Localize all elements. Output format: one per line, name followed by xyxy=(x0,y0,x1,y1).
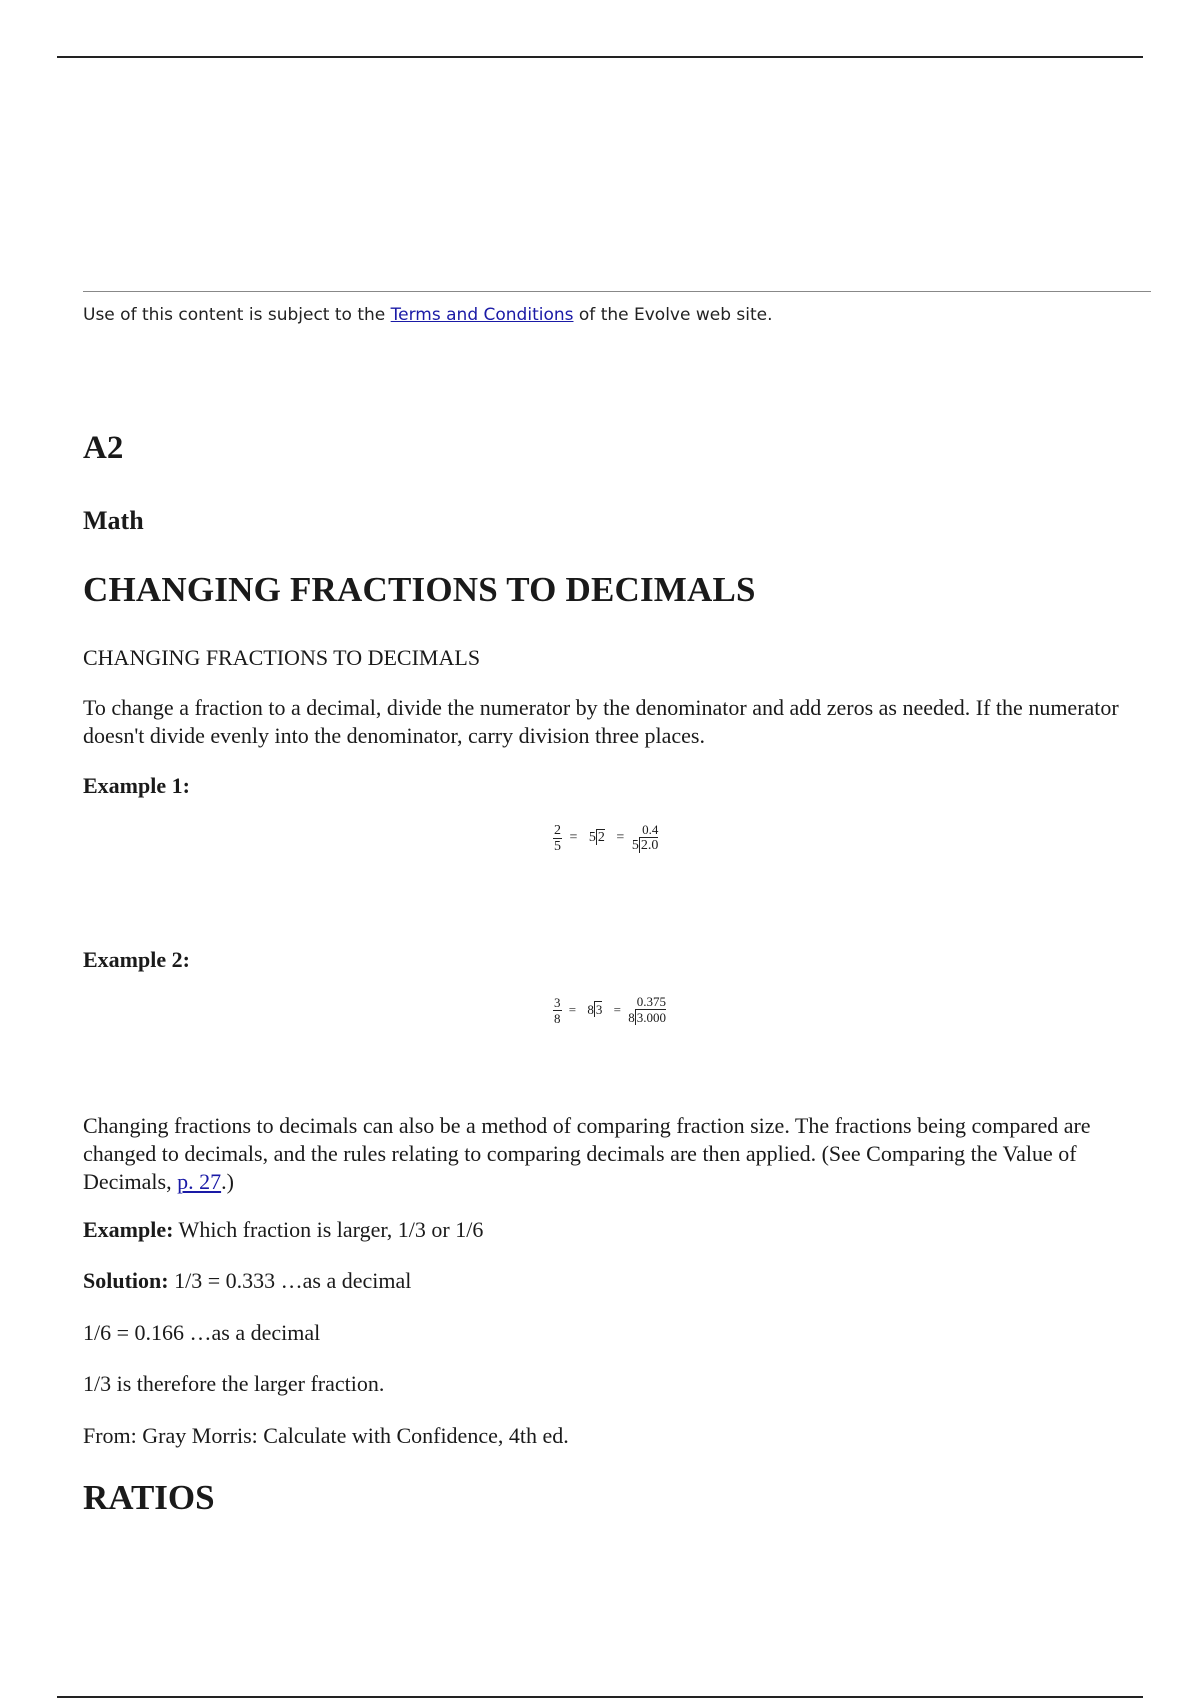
denominator: 5 xyxy=(554,838,561,854)
main-heading: CHANGING FRACTIONS TO DECIMALS xyxy=(83,570,756,609)
solution-line-2: 1/6 = 0.166 …as a decimal xyxy=(83,1320,321,1345)
example-2-label: Example 2: xyxy=(83,947,190,972)
comparison-paragraph xyxy=(83,1112,1123,1196)
dividend: 2.0 xyxy=(640,838,659,853)
comparison-suffix: .) xyxy=(221,1169,234,1194)
subheading: CHANGING FRACTIONS TO DECIMALS xyxy=(83,645,481,670)
solution-line xyxy=(83,1267,1123,1295)
quotient: 0.375 xyxy=(636,994,666,1009)
subject-heading: Math xyxy=(83,506,144,535)
divisor: 5 xyxy=(588,830,596,845)
top-rule xyxy=(57,56,1143,58)
example-1-equation: $\frac{2}{5}$ = 5 2 = 0.4 5 2.0 xyxy=(554,822,659,854)
denominator: 8 xyxy=(554,1010,561,1026)
solution-text: 1/3 = 0.333 …as a decimal xyxy=(168,1268,412,1293)
bottom-rule xyxy=(57,1696,1143,1698)
divisor: 8 xyxy=(587,1002,594,1017)
source-citation: From: Gray Morris: Calculate with Confidence, 4th ed. xyxy=(83,1423,569,1448)
divisor: 5 xyxy=(631,838,639,853)
quotient: 0.4 xyxy=(642,822,659,837)
page-27-link[interactable]: p. 27 xyxy=(177,1169,222,1194)
example-2-equation: $\frac{3}{8}$ = 8 3 = 0.375 8 3.000 xyxy=(554,994,666,1026)
dividend: 2 xyxy=(597,830,605,845)
example-question xyxy=(83,1216,1123,1244)
dividend: 3.000 xyxy=(636,1010,666,1025)
conclusion: 1/3 is therefore the larger fraction. xyxy=(83,1371,385,1396)
long-division xyxy=(632,822,659,854)
fraction xyxy=(553,823,562,854)
section-code: A2 xyxy=(83,430,124,466)
notice-prefix: Use of this content is subject to the xyxy=(83,305,391,325)
long-division xyxy=(628,994,666,1026)
example-label: Example: xyxy=(83,1217,174,1242)
ratios-heading: RATIOS xyxy=(83,1478,215,1517)
terms-and-conditions-link[interactable]: Terms and Conditions xyxy=(390,305,574,325)
notice-divider xyxy=(83,291,1151,292)
solution-label: Solution: xyxy=(83,1268,169,1293)
numerator: 3 xyxy=(554,994,561,1010)
dividend: 3 xyxy=(595,1002,603,1017)
terms-notice xyxy=(83,305,773,325)
notice-suffix: of the Evolve web site. xyxy=(573,305,773,325)
example-1-label: Example 1: xyxy=(83,773,190,798)
example-text: Which fraction is larger, 1/3 or 1/6 xyxy=(173,1217,484,1242)
fraction xyxy=(553,995,562,1026)
divisor: 8 xyxy=(628,1010,635,1025)
comparison-text: Changing fractions to decimals can also be a method of comparing fraction size. The fractions being compared are changed to decimals, and the rules relating to comparing decimals are then applied. (See Comparing the Value of Decimals, xyxy=(83,1113,1091,1194)
intro-paragraph: To change a fraction to a decimal, divide the numerator by the denominator and add zeros as needed. If the numerator doesn't divide evenly into the denominator, carry division three places. xyxy=(83,695,1119,748)
numerator: 2 xyxy=(554,822,561,838)
